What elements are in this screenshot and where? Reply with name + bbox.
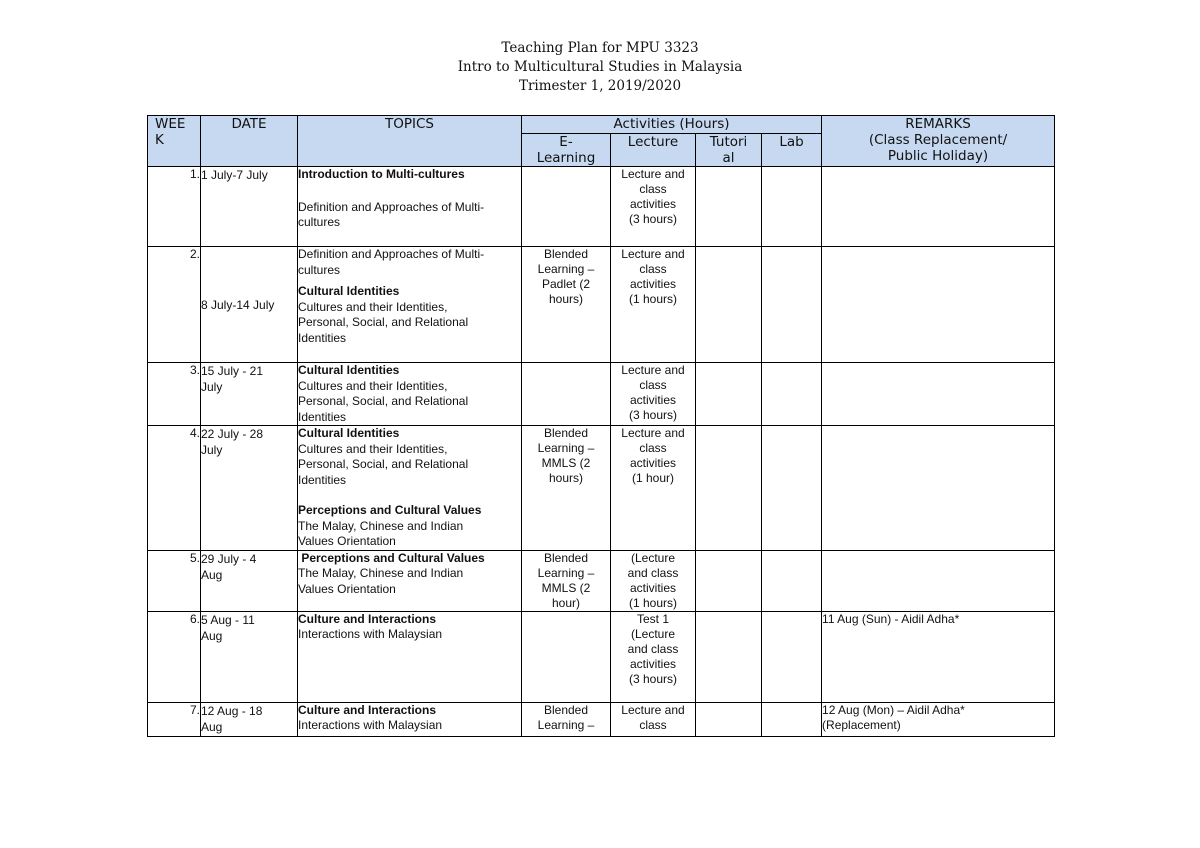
- table-row: [148, 247, 1055, 363]
- topics-cell: [298, 702, 522, 736]
- week-cell: 4.: [148, 426, 201, 551]
- topics-cell: [298, 426, 522, 551]
- topic-heading: Perceptions and Cultural Values: [298, 550, 485, 565]
- remarks-cell: 11 Aug (Sun) - Aidil Adha*: [822, 611, 1055, 702]
- remarks-cell: [822, 550, 1055, 611]
- table-row: [148, 363, 1055, 426]
- lecture-cell: Lecture and class activities (3 hours): [611, 363, 696, 426]
- lecture-cell: Lecture and class activities (3 hours): [611, 167, 696, 247]
- trimester-label: Trimester 1, 2019/2020: [518, 78, 682, 94]
- lecture-cell: Lecture and class activities (1 hour): [611, 426, 696, 551]
- lecture-cell: Lecture and class: [611, 702, 696, 736]
- remarks-cell: 12 Aug (Mon) – Aidil Adha* (Replacement): [822, 702, 1055, 736]
- week-cell: 1.: [148, 167, 201, 247]
- topic-heading: Cultural Identities: [298, 284, 400, 298]
- remarks-cell: [822, 363, 1055, 426]
- date-cell: 5 Aug - 11 Aug: [201, 611, 298, 702]
- activities-header: Activities (Hours): [522, 116, 822, 134]
- topic-text: Cultures and their Identities, Personal, Social, and Relational Identities: [298, 299, 469, 345]
- tutorial-cell: [696, 702, 762, 736]
- teaching-plan-table: [147, 115, 1055, 737]
- week-cell: 6.: [148, 611, 201, 702]
- topics-cell: [298, 611, 522, 702]
- elearning-cell: Blended Learning – MMLS (2 hour): [522, 550, 611, 611]
- topics-cell: [298, 363, 522, 426]
- topic-text: The Malay, Chinese and Indian Values Orientation: [298, 518, 464, 548]
- topics-cell: [298, 550, 522, 611]
- date-cell: 1 July-7 July: [201, 167, 298, 247]
- remarks-cell: [822, 247, 1055, 363]
- table-row: [148, 426, 1055, 551]
- week-cell: 5.: [148, 550, 201, 611]
- topic-text: The Malay, Chinese and Indian Values Orientation: [298, 566, 464, 596]
- topic-text: Cultures and their Identities, Personal, Social, and Relational Identities: [298, 378, 469, 424]
- lab-cell: [762, 550, 822, 611]
- tutorial-cell: [696, 550, 762, 611]
- table-row: [148, 702, 1055, 736]
- elearning-cell: [522, 363, 611, 426]
- tutorial-cell: [696, 167, 762, 247]
- elearning-cell: Blended Learning – Padlet (2 hours): [522, 247, 611, 363]
- date-cell: 22 July - 28 July: [201, 426, 298, 551]
- tutorial-cell: [696, 247, 762, 363]
- topic-heading: Cultural Identities: [298, 363, 400, 377]
- lecture-cell: (Lecture and class activities (1 hours): [611, 550, 696, 611]
- topic-heading: Culture and Interactions: [298, 611, 437, 626]
- topic-text: Cultures and their Identities, Personal, Social, and Relational Identities: [298, 441, 469, 487]
- topics-cell: [298, 247, 522, 363]
- date-cell: 29 July - 4 Aug: [201, 550, 298, 611]
- topic-heading: Perceptions and Cultural Values: [298, 503, 482, 517]
- table-row: [148, 550, 1055, 611]
- date-cell: 8 July-14 July: [201, 247, 298, 363]
- lecture-cell: Lecture and class activities (1 hours): [611, 247, 696, 363]
- date-cell: 12 Aug - 18 Aug: [201, 702, 298, 736]
- week-cell: 7.: [148, 702, 201, 736]
- topic-text: Interactions with Malaysian: [298, 718, 443, 732]
- tutorial-cell: [696, 426, 762, 551]
- lab-cell: [762, 247, 822, 363]
- week-header: WEE K: [148, 116, 201, 167]
- topic-heading: Introduction to Multi-cultures: [298, 167, 465, 181]
- course-name: Intro to Multicultural Studies in Malaysia: [457, 59, 743, 75]
- elearning-cell: Blended Learning – MMLS (2 hours): [522, 426, 611, 551]
- remarks-header: REMARKS (Class Replacement/ Public Holiday): [822, 116, 1055, 167]
- remarks-cell: [822, 167, 1055, 247]
- document-title: Teaching Plan for MPU 3323: [501, 40, 699, 56]
- lab-cell: [762, 611, 822, 702]
- lecture-header: Lecture: [611, 134, 696, 167]
- header-row-1: [148, 116, 1055, 134]
- tutorial-cell: [696, 363, 762, 426]
- lab-cell: [762, 167, 822, 247]
- date-header: DATE: [201, 116, 298, 167]
- lab-header: Lab: [762, 134, 822, 167]
- topic-heading: Cultural Identities: [298, 426, 400, 440]
- table-row: [148, 611, 1055, 702]
- topics-cell: [298, 167, 522, 247]
- topic-heading: Culture and Interactions: [298, 702, 437, 717]
- elearning-cell: Blended Learning –: [522, 702, 611, 736]
- date-cell: 15 July - 21 July: [201, 363, 298, 426]
- elearning-cell: [522, 167, 611, 247]
- elearning-header: E- Learning: [522, 134, 611, 167]
- week-cell: 2.: [148, 247, 201, 363]
- week-cell: 3.: [148, 363, 201, 426]
- topics-header: TOPICS: [298, 116, 522, 167]
- topic-text: Interactions with Malaysian: [298, 627, 443, 641]
- tutorial-cell: [696, 611, 762, 702]
- lab-cell: [762, 426, 822, 551]
- remarks-cell: [822, 426, 1055, 551]
- lecture-cell: Test 1 (Lecture and class activities (3 hours): [611, 611, 696, 702]
- topic-text: Definition and Approaches of Multi- cultures: [298, 247, 485, 277]
- table-row: [148, 167, 1055, 247]
- tutorial-header: Tutori al: [696, 134, 762, 167]
- lab-cell: [762, 702, 822, 736]
- lab-cell: [762, 363, 822, 426]
- topic-text: Definition and Approaches of Multi- cultures: [298, 199, 485, 229]
- elearning-cell: [522, 611, 611, 702]
